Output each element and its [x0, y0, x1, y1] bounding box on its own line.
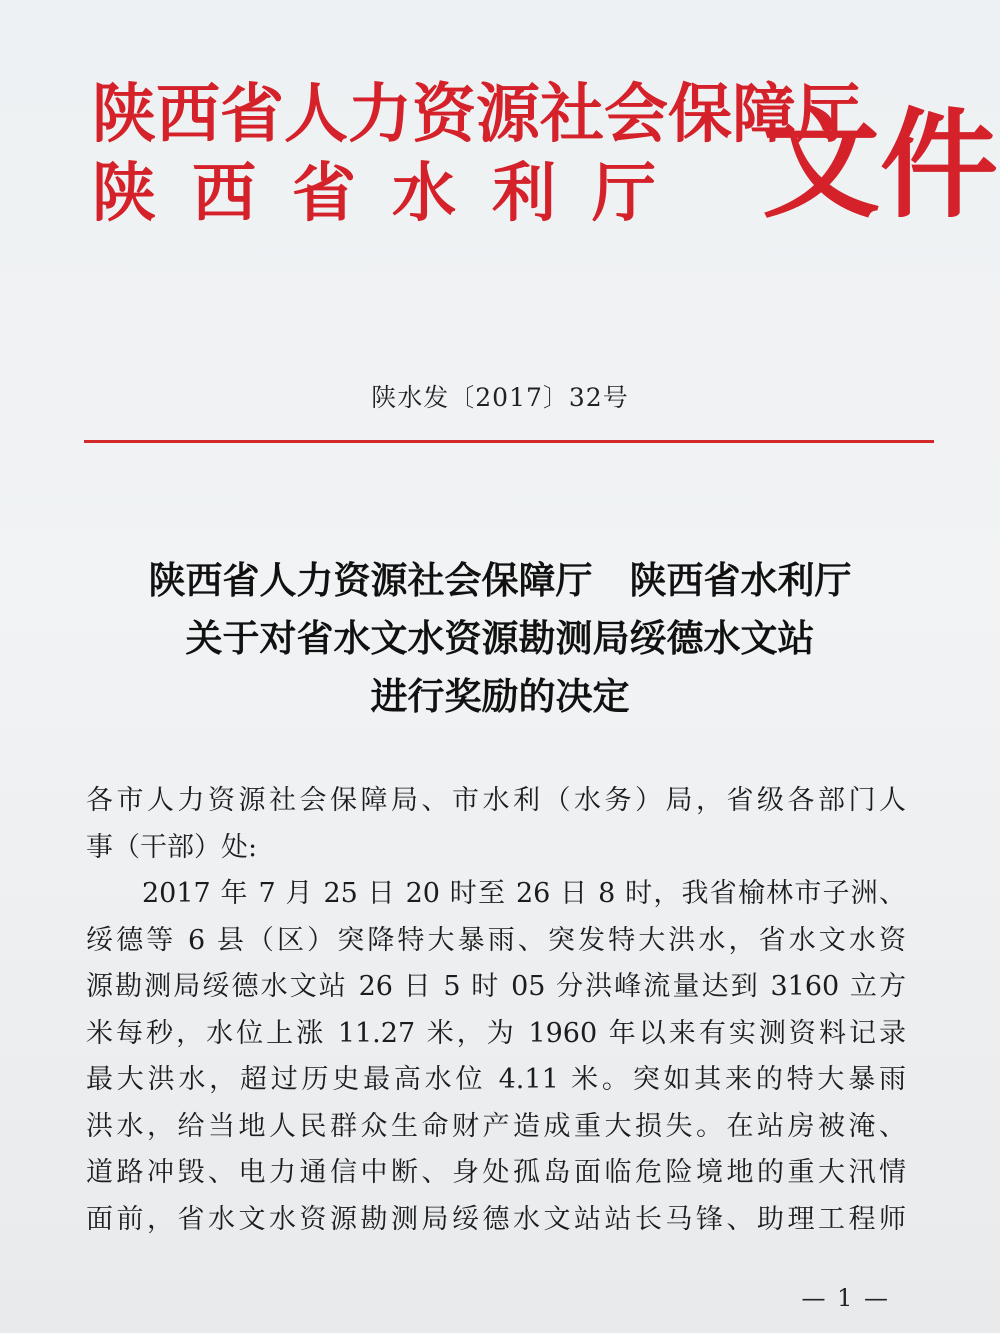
paragraph-line: 米每秒，水位上涨 11.27 米，为 1960 年以来有实测资料记录	[86, 1017, 906, 1049]
issuer-hrss: 陕西省人力资源社会保障厅	[92, 77, 860, 152]
paragraph-line: 最大洪水，超过历史最高水位 4.11 米。突如其来的特大暴雨	[86, 1064, 906, 1095]
document-body	[86, 778, 906, 1243]
paragraph-line: 源勘测局绥德水文站 26 日 5 时 05 分洪峰流量达到 3160 立方	[86, 971, 906, 1002]
document-number: 陕水发〔2017〕32号	[371, 383, 629, 412]
addressee-line: 各市人力资源社会保障局、市水利（水务）局，省级各部门人	[86, 785, 906, 816]
paragraph-line: 面前，省水文水资源勘测局绥德水文站站长马锋、助理工程师	[86, 1203, 906, 1235]
issuing-authorities	[92, 77, 860, 236]
document-header	[92, 77, 999, 258]
paragraph-line: 道路冲毁、电力通信中断、身处孤岛面临危险境地的重大汛情	[86, 1157, 906, 1188]
addressee-line: 事（干部）处:	[86, 831, 258, 863]
paragraph-line: 2017 年 7 月 25 日 20 时至 26 日 8 时，我省榆林市子洲、	[142, 878, 906, 909]
title-line: 陕西省人力资源社会保障厅 陕西省水利厅	[148, 559, 852, 602]
document-title	[60, 552, 940, 726]
paragraph-line: 绥德等 6 县（区）突降特大暴雨、突发特大洪水，省水文水资	[86, 924, 906, 956]
page-number: — 1 —	[801, 1284, 890, 1312]
issuer-water: 陕西省水利厅	[92, 156, 692, 231]
paragraph-line: 洪水，给当地人民群众生命财产造成重大损失。在站房被淹、	[86, 1110, 906, 1142]
title-line: 关于对省水文水资源勘测局绥德水文站	[185, 617, 815, 660]
title-line: 进行奖励的决定	[370, 675, 630, 718]
document-label: 文件	[762, 95, 999, 234]
red-separator-line	[84, 440, 934, 443]
